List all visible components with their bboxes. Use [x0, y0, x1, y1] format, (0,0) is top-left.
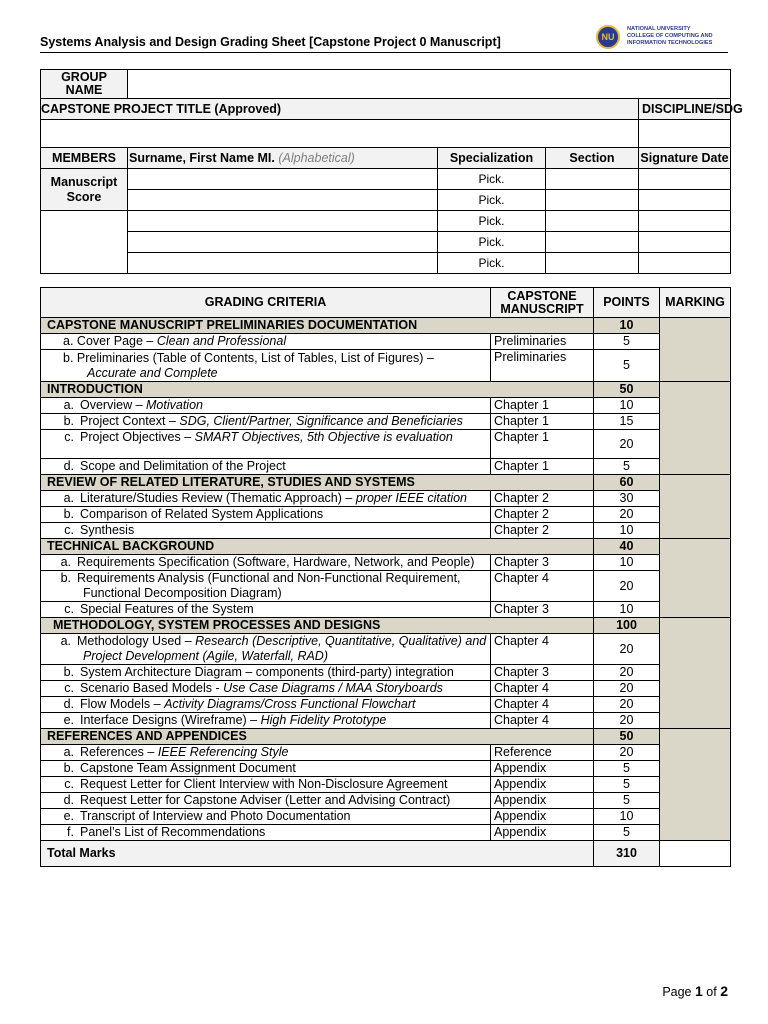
section-title: CAPSTONE MANUSCRIPT PRELIMINARIES DOCUMENTATION: [41, 318, 594, 334]
section-points: 50: [594, 382, 660, 398]
signature-date-field[interactable]: [639, 253, 731, 274]
table-row: a. Literature/Studies Review (Thematic Approach) – proper IEEE citation Chapter 2 30: [41, 491, 731, 507]
discipline-field[interactable]: [639, 120, 731, 148]
table-row: a. Requirements Specification (Software, Hardware, Network, and People) Chapter 3 10: [41, 555, 731, 571]
manuscript-header: CAPSTONE MANUSCRIPT: [491, 288, 594, 318]
university-logo: [596, 24, 736, 54]
total-marking-cell[interactable]: [660, 841, 731, 867]
specialization-header: Specialization: [438, 148, 546, 169]
table-row: c. Special Features of the System Chapter 3 10: [41, 602, 731, 618]
member-name-header: Surname, First Name MI. (Alphabetical): [128, 148, 438, 169]
table-row: d. Request Letter for Capstone Adviser (Letter and Advising Contract) Appendix 5: [41, 793, 731, 809]
table-row: b. Project Context – SDG, Client/Partner, Significance and Beneficiaries Chapter 1 15: [41, 414, 731, 430]
table-row: b. Capstone Team Assignment Document Appendix 5: [41, 761, 731, 777]
table-row: a. Overview – Motivation Chapter 1 10: [41, 398, 731, 414]
specialization-dropdown[interactable]: Pick.: [438, 211, 546, 232]
section-title: REVIEW OF RELATED LITERATURE, STUDIES AND SYSTEMS: [41, 475, 594, 491]
table-row: e. Transcript of Interview and Photo Documentation Appendix 10: [41, 809, 731, 825]
manuscript-score-field[interactable]: [41, 211, 128, 274]
section-points: 50: [594, 729, 660, 745]
member-name-field[interactable]: [128, 190, 438, 211]
page-number: Page 1 of 2: [662, 983, 728, 999]
grading-criteria-table: [40, 287, 731, 867]
section-title: REFERENCES AND APPENDICES: [41, 729, 594, 745]
table-row: a. Cover Page – Clean and Professional Preliminaries 5: [41, 334, 731, 350]
table-row: d. Flow Models – Activity Diagrams/Cross Functional Flowchart Chapter 4 20: [41, 697, 731, 713]
section-field[interactable]: [546, 211, 639, 232]
table-row: b. Preliminaries (Table of Contents, List of Tables, List of Figures) – Accurate and Complete Preliminaries 5: [41, 350, 731, 382]
section-title: TECHNICAL BACKGROUND: [41, 539, 594, 555]
total-marks-value: 310: [594, 841, 660, 867]
marking-cell[interactable]: [660, 729, 731, 841]
group-name-field[interactable]: [128, 70, 731, 99]
member-name-field[interactable]: [128, 169, 438, 190]
signature-date-header: Signature Date: [639, 148, 731, 169]
table-row: a. Methodology Used – Research (Descriptive, Quantitative, Qualitative) and Project Development (Agile, Waterfall, RAD) Chapter 4 20: [41, 634, 731, 665]
table-row: c. Request Letter for Client Interview with Non-Disclosure Agreement Appendix 5: [41, 777, 731, 793]
section-points: 10: [594, 318, 660, 334]
member-name-field[interactable]: [128, 232, 438, 253]
table-row: b. Comparison of Related System Applications Chapter 2 20: [41, 507, 731, 523]
section-header: Section: [546, 148, 639, 169]
section-points: 100: [594, 618, 660, 634]
table-row: c. Scenario Based Models - Use Case Diagrams / MAA Storyboards Chapter 4 20: [41, 681, 731, 697]
signature-date-field[interactable]: [639, 169, 731, 190]
marking-cell[interactable]: [660, 539, 731, 618]
specialization-dropdown[interactable]: Pick.: [438, 190, 546, 211]
project-title-field[interactable]: [41, 120, 639, 148]
member-name-field[interactable]: [128, 253, 438, 274]
section-title: METHODOLOGY, SYSTEM PROCESSES AND DESIGNS: [41, 618, 594, 634]
section-points: 60: [594, 475, 660, 491]
table-row: c. Project Objectives – SMART Objectives, 5th Objective is evaluation Chapter 1 20: [41, 430, 731, 459]
section-points: 40: [594, 539, 660, 555]
points-header: POINTS: [594, 288, 660, 318]
members-label: MEMBERS: [41, 148, 128, 169]
table-row: c. Synthesis Chapter 2 10: [41, 523, 731, 539]
table-row: f. Panel’s List of Recommendations Appendix 5: [41, 825, 731, 841]
specialization-dropdown[interactable]: Pick.: [438, 253, 546, 274]
specialization-dropdown[interactable]: Pick.: [438, 232, 546, 253]
marking-cell[interactable]: [660, 382, 731, 475]
discipline-label: DISCIPLINE/SDG: [639, 99, 731, 120]
group-name-label: GROUP NAME: [41, 70, 128, 99]
group-info-table: [40, 69, 743, 274]
manuscript-score-label: Manuscript Score: [41, 169, 128, 211]
marking-header: MARKING: [660, 288, 731, 318]
section-field[interactable]: [546, 232, 639, 253]
member-name-field[interactable]: [128, 211, 438, 232]
section-field[interactable]: [546, 253, 639, 274]
project-title-label: CAPSTONE PROJECT TITLE (Approved): [41, 99, 639, 120]
signature-date-field[interactable]: [639, 190, 731, 211]
marking-cell[interactable]: [660, 475, 731, 539]
signature-date-field[interactable]: [639, 211, 731, 232]
criteria-header: GRADING CRITERIA: [41, 288, 491, 318]
logo-text: NATIONAL UNIVERSITY COLLEGE OF COMPUTING AND INFORMATION TECHNOLOGIES: [627, 26, 713, 46]
university-seal-icon: NU: [596, 25, 620, 49]
table-row: b. System Architecture Diagram – components (third-party) integration Chapter 3 20: [41, 665, 731, 681]
section-title: INTRODUCTION: [41, 382, 594, 398]
section-field[interactable]: [546, 190, 639, 211]
table-row: e. Interface Designs (Wireframe) – High Fidelity Prototype Chapter 4 20: [41, 713, 731, 729]
marking-cell[interactable]: [660, 618, 731, 729]
total-marks-label: Total Marks: [41, 841, 594, 867]
table-row: d. Scope and Delimitation of the Project Chapter 1 5: [41, 459, 731, 475]
section-field[interactable]: [546, 169, 639, 190]
document-title: Systems Analysis and Design Grading Sheet [Capstone Project 0 Manuscript]: [40, 35, 501, 49]
table-row: a. References – IEEE Referencing Style Reference 20: [41, 745, 731, 761]
marking-cell[interactable]: [660, 318, 731, 382]
table-row: b. Requirements Analysis (Functional and Non-Functional Requirement, Functional Decomposition Diagram) Chapter 4 20: [41, 571, 731, 602]
specialization-dropdown[interactable]: Pick.: [438, 169, 546, 190]
signature-date-field[interactable]: [639, 232, 731, 253]
